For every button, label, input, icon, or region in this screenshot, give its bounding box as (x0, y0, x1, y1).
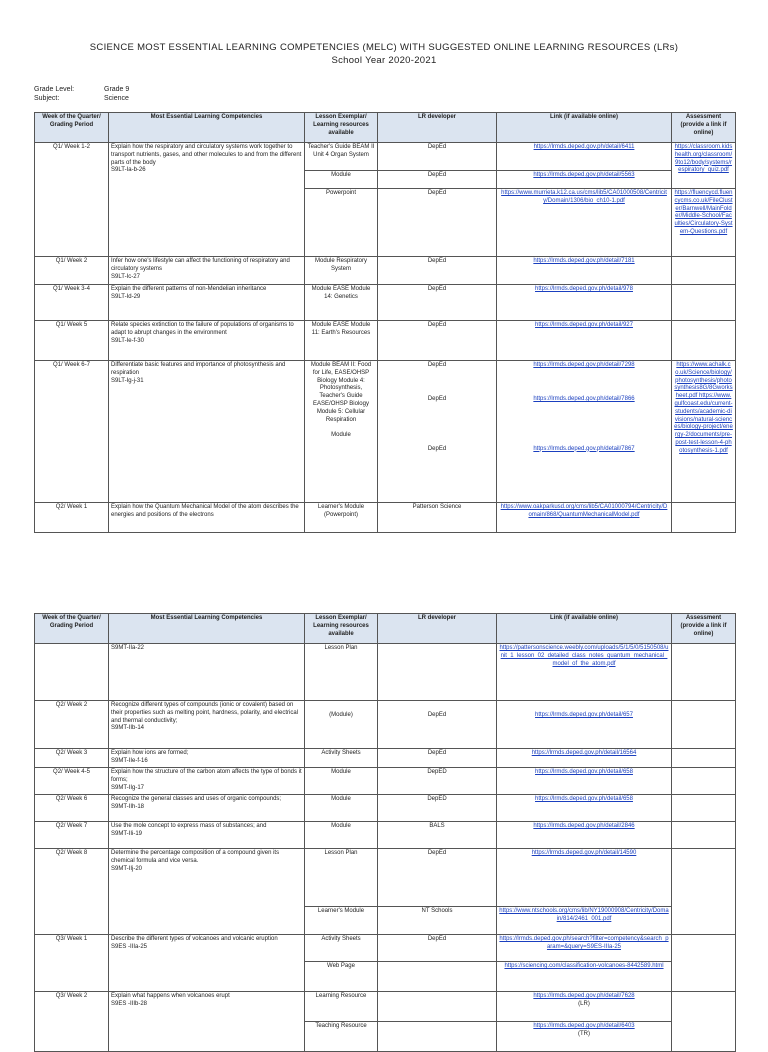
melc-text: Recognize different types of compounds (ionic or covalent) based on their properties such as melting point, hardness, polarity, and electrical and thermal conductivity; (111, 702, 298, 724)
table-row (35, 768, 736, 795)
grade-level-row (34, 86, 129, 93)
week-cell: Q1/ Week 2 (35, 257, 109, 285)
melc-cell (109, 361, 305, 503)
table-row (35, 285, 736, 321)
week-cell: Q2/ Week 3 (35, 749, 109, 768)
melc-cell (109, 321, 305, 361)
link-cell (497, 321, 672, 361)
resource-link[interactable]: https://lrmds.deped.gov.ph/detail/16564 (531, 750, 637, 756)
assessment-cell (672, 992, 736, 1052)
melc-code: S9LT-Ig-j-31 (111, 377, 144, 384)
table-row (35, 749, 736, 768)
melc-text: Explain the different patterns of non-Mendelian inheritance (111, 286, 267, 292)
header-exemplar: Lesson Exemplar/ Learning resources available (305, 614, 378, 644)
header-link: Link (if available online) (497, 614, 672, 644)
melc-cell (109, 143, 305, 257)
exemplar-cell: Lesson Plan (305, 849, 378, 907)
resource-link[interactable]: https://lrmds.deped.gov.ph/search?filter=competency&search_param=&query=S9ES-IIIa-25 (499, 936, 669, 950)
melc-cell (109, 822, 305, 849)
melc-cell (109, 795, 305, 822)
link-cell (497, 171, 672, 189)
developer-cell: DepED (378, 768, 497, 795)
grade-label: Grade Level: (34, 86, 75, 93)
developer-cell: DepEd (378, 749, 497, 768)
resource-link[interactable]: https://lrmds.deped.gov.ph/detail/927 (535, 322, 633, 328)
assessment-cell (672, 822, 736, 849)
developer-cell: DepED (378, 795, 497, 822)
exemplar-text: (Module) (329, 712, 353, 718)
assessment-cell (672, 503, 736, 533)
melc-code: S9MT-IIg-17 (111, 784, 145, 791)
header-link: Link (if available online) (497, 113, 672, 143)
melc-cell (109, 701, 305, 749)
resource-link[interactable]: https://lrmds.deped.gov.ph/detail/7867 (533, 445, 635, 452)
melc-text: Explain how the respiratory and circulatory systems work together to transport nutrients, gases, and other molecules to and from the different parts of the body (111, 144, 302, 166)
assessment-cell (672, 644, 736, 701)
resource-link[interactable]: https://www.murrieta.k12.ca.us/cms/lib5/CA01000508/Centricity/Domain/1306/bio_ch10-1.pdf (501, 190, 667, 204)
resource-link[interactable]: https://pattersonscience.weebly.com/uploads/5/1/5/0/5150508/unit_1_lesson_02_detailed_class_notes_quantum_mechanical_model_of_the_atom.pdf (499, 645, 669, 667)
table-row (35, 849, 736, 907)
developer-cell (378, 644, 497, 701)
developer-cell: DepEd (378, 171, 497, 189)
melc-table-1 (34, 112, 736, 533)
document-title: SCIENCE MOST ESSENTIAL LEARNING COMPETENCIES (MELC) WITH SUGGESTED ONLINE LEARNING RESOURCES (LRs) (89, 42, 679, 53)
header-exemplar: Lesson Exemplar/ Learning resources available (305, 113, 378, 143)
exemplar-cell: Web Page (305, 962, 378, 992)
melc-text: Explain how the Quantum Mechanical Model of the atom describes the energies and positions of the electrons (111, 504, 299, 518)
melc-text: Infer how one's lifestyle can affect the functioning of respiratory and circulatory systems (111, 258, 290, 272)
resource-link[interactable]: https://lrmds.deped.gov.ph/detail/2846 (533, 823, 635, 829)
melc-table-2 (34, 613, 736, 1052)
resource-link[interactable]: https://lrmds.deped.gov.ph/detail/658 (535, 769, 633, 775)
exemplar-cell: Learner's Module (305, 907, 378, 935)
link-cell (497, 1022, 672, 1052)
resource-link[interactable]: https://lrmds.deped.gov.ph/detail/14590 (531, 850, 637, 856)
developer-cell: DepEd (378, 935, 497, 962)
week-cell: Q2/ Week 2 (35, 701, 109, 749)
header-developer: LR developer (378, 614, 497, 644)
assessment-cell (672, 849, 736, 935)
exemplar-cell: Teacher's Guide BEAM II Unit 4 Organ System (305, 143, 378, 171)
resource-tag: (LR) (578, 1000, 590, 1007)
developer-text: DepEd (427, 712, 447, 718)
developer-cell: DepEd (378, 257, 497, 285)
header-assessment: Assessment (provide a link if online) (672, 614, 736, 644)
assessment-cell (672, 189, 736, 257)
melc-code: S9MT-IIe-f-16 (111, 757, 148, 764)
resource-link[interactable]: https://lrmds.deped.gov.ph/detail/978 (535, 286, 633, 292)
week-cell: Q2/ Week 8 (35, 849, 109, 935)
melc-cell (109, 257, 305, 285)
header-assessment: Assessment (provide a link if online) (672, 113, 736, 143)
link-cell (497, 644, 672, 701)
melc-text: Differentiate basic features and importance of photosynthesis and respiration (111, 362, 286, 376)
header-developer: LR developer (378, 113, 497, 143)
assessment-cell (672, 361, 736, 503)
assessment-cell (672, 285, 736, 321)
link-cell (497, 795, 672, 822)
table-header-row (35, 614, 736, 644)
melc-code: S9MT-IIi-19 (111, 830, 143, 837)
exemplar-cell: Module (305, 171, 378, 189)
exemplar-cell: Activity Sheets (305, 749, 378, 768)
grade-value: Grade 9 (104, 86, 130, 93)
table-row (35, 361, 736, 503)
melc-text: Describe the different types of volcanoes and volcanic eruption (111, 936, 278, 942)
developer-cell: Patterson Science (378, 503, 497, 533)
melc-text: Explain how ions are formed; (111, 750, 189, 756)
table-row (35, 503, 736, 533)
week-cell: Q1/ Week 5 (35, 321, 109, 361)
developer-cell (378, 361, 497, 503)
exemplar-cell: Module (305, 795, 378, 822)
week-cell: Q1/ Week 3-4 (35, 285, 109, 321)
week-cell: Q2/ Week 7 (35, 822, 109, 849)
melc-code: S9MT-IIj-20 (111, 865, 143, 872)
melc-text: Use the mole concept to express mass of substances; and (111, 823, 267, 829)
developer-text: DepEd (427, 445, 447, 452)
assessment-cell (672, 143, 736, 189)
link-cell (497, 285, 672, 321)
developer-cell: NT Schools (378, 907, 497, 935)
developer-text: DepEd (427, 362, 447, 368)
resource-link[interactable]: https://lrmds.deped.gov.ph/detail/7866 (533, 395, 635, 402)
week-cell: Q2/ Week 1 (35, 503, 109, 533)
melc-text: Recognize the general classes and uses of organic compounds; (111, 796, 282, 802)
link-cell (497, 935, 672, 962)
exemplar-cell: Teaching Resource (305, 1022, 378, 1052)
week-cell: Q2/ Week 4-5 (35, 768, 109, 795)
developer-cell (378, 992, 497, 1022)
subject-row (34, 95, 129, 102)
resource-link[interactable]: https://lrmds.deped.gov.ph/detail/658 (535, 796, 633, 802)
exemplar-cell (305, 701, 378, 749)
resource-tag: (TR) (578, 1030, 590, 1037)
exemplar-cell: Module EASE Module 14: Genetics (305, 285, 378, 321)
week-cell: Q1/ Week 1-2 (35, 143, 109, 257)
exemplar-cell: Powerpoint (305, 189, 378, 257)
melc-code: S9LT-Id-29 (111, 293, 141, 300)
exemplar-text: Module BEAM II: Food for Life, EASE/OHSP Biology Module 4: Photosynthesis, Teacher's Guide EASE/OHSP Biology Module 5: Cellular Respiration (310, 362, 372, 423)
table-row (35, 701, 736, 749)
developer-cell: DepEd (378, 189, 497, 257)
table-row (35, 935, 736, 962)
melc-code: S9LT-Ie-f-30 (111, 337, 144, 344)
week-cell: Q3/ Week 1 (35, 935, 109, 992)
melc-code: S9LT-Ia-b-26 (111, 167, 146, 174)
table-row (35, 992, 736, 1022)
assessment-link[interactable]: https://fluencycd.fluencycms.co.uk/FileCluster/Barnwell/MainFolder/Middle-School/Faculties/Circulatory-System-Questions.pdf (674, 190, 733, 235)
resource-link[interactable]: https://sciencing.com/classification-volcanoes-8442589.html (504, 963, 664, 969)
table-row (35, 644, 736, 701)
assessment-cell (672, 321, 736, 361)
assessment-link[interactable]: https://classroom.kidshealth.org/classroom/9to12/body/systems/respiratory_quiz.pdf (674, 144, 733, 174)
link-cell (497, 361, 672, 503)
assessment-cell (672, 701, 736, 749)
developer-cell (378, 701, 497, 749)
assessment-cell (672, 768, 736, 795)
melc-code: S9MT-IIh-18 (111, 803, 145, 810)
exemplar-cell: Module (305, 822, 378, 849)
table-row (35, 795, 736, 822)
melc-text: Determine the percentage composition of a compound given its chemical formula and vice versa. (111, 850, 280, 864)
melc-cell (109, 768, 305, 795)
melc-text: Explain how the structure of the carbon atom affects the type of bonds it forms; (111, 769, 302, 783)
melc-cell (109, 849, 305, 935)
developer-cell: BALS (378, 822, 497, 849)
melc-cell (109, 644, 305, 701)
resource-link[interactable]: https://lrmds.deped.gov.ph/detail/5563 (533, 172, 635, 178)
link-cell (497, 992, 672, 1022)
melc-code: S9LT-Ic-27 (111, 273, 140, 280)
developer-cell (378, 962, 497, 992)
assessment-cell (672, 257, 736, 285)
school-year: School Year 2020-2021 (331, 55, 437, 66)
assessment-link[interactable]: https://www.achalk.co.uk/Science/biology/photosynthesis/photosynthesis8G/8Gworksheet.pdf https://www.gulfcoast.edu/current-students/academic-divisions/natural-sciences/biology-project/energy-2/documents/pre-post-test-lesson-4-photosynthesis-1.pdf (674, 362, 733, 454)
developer-text: DepEd (427, 395, 447, 402)
exemplar-cell: Module EASE Module 11: Earth's Resources (305, 321, 378, 361)
exemplar-cell (305, 361, 378, 503)
link-cell (497, 701, 672, 749)
subject-value: Science (104, 95, 129, 102)
link-cell (497, 907, 672, 935)
developer-cell: DepEd (378, 321, 497, 361)
melc-code: S9ES -IIIa-25 (111, 943, 148, 950)
exemplar-cell: Lesson Plan (305, 644, 378, 701)
link-cell (497, 503, 672, 533)
melc-cell (109, 285, 305, 321)
melc-cell (109, 992, 305, 1052)
table-header-row (35, 113, 736, 143)
table-row (35, 257, 736, 285)
exemplar-cell: Module (305, 768, 378, 795)
header-week: Week of the Quarter/ Grading Period (35, 113, 109, 143)
melc-cell (109, 503, 305, 533)
resource-link[interactable]: https://lrmds.deped.gov.ph/detail/657 (535, 712, 633, 718)
header-melc: Most Essential Learning Competencies (109, 614, 305, 644)
week-cell: Q2/ Week 6 (35, 795, 109, 822)
week-cell: Q1/ Week 6-7 (35, 361, 109, 503)
developer-cell: DepEd (378, 285, 497, 321)
link-cell (497, 143, 672, 171)
developer-cell: DepEd (378, 849, 497, 907)
melc-cell (109, 935, 305, 992)
exemplar-cell: Module Respiratory System (305, 257, 378, 285)
resource-link[interactable]: https://lrmds.deped.gov.ph/detail/7628 (533, 993, 635, 999)
link-cell (497, 189, 672, 257)
link-cell (497, 768, 672, 795)
assessment-cell (672, 935, 736, 992)
assessment-cell (672, 749, 736, 768)
link-cell (497, 257, 672, 285)
melc-code: S9MT-IIb-14 (111, 725, 145, 732)
exemplar-cell: Learning Resource (305, 992, 378, 1022)
table-row (35, 321, 736, 361)
resource-link[interactable]: https://lrmds.deped.gov.ph/detail/7298 (533, 362, 635, 368)
resource-link[interactable]: https://www.ntschools.org/cms/lib/NY19000908/Centricity/Domain/814/2461_001.pdf (499, 908, 669, 922)
exemplar-cell: Learner's Module (Powerpoint) (305, 503, 378, 533)
exemplar-text: Module (331, 432, 351, 439)
table-row (35, 143, 736, 171)
resource-link[interactable]: https://lrmds.deped.gov.ph/detail/6403 (533, 1023, 635, 1029)
table-row (35, 822, 736, 849)
resource-link[interactable]: https://lrmds.deped.gov.ph/detail/6411 (533, 144, 635, 150)
link-cell (497, 849, 672, 907)
header-week: Week of the Quarter/ Grading Period (35, 614, 109, 644)
link-cell (497, 822, 672, 849)
melc-text: Relate species extinction to the failure of populations of organisms to adapt to abrupt changes in the environment (111, 322, 294, 336)
link-cell (497, 962, 672, 992)
link-cell (497, 749, 672, 768)
melc-text: Explain what happens when volcanoes erupt (111, 993, 230, 999)
melc-cell (109, 749, 305, 768)
melc-code: S9ES -IIIb-28 (111, 1000, 148, 1007)
assessment-cell (672, 795, 736, 822)
developer-cell (378, 1022, 497, 1052)
developer-cell: DepEd (378, 143, 497, 171)
resource-link[interactable]: https://lrmds.deped.gov.ph/detail/7181 (533, 258, 635, 264)
exemplar-cell: Activity Sheets (305, 935, 378, 962)
header-melc: Most Essential Learning Competencies (109, 113, 305, 143)
week-cell (35, 644, 109, 701)
week-cell: Q3/ Week 2 (35, 992, 109, 1052)
subject-label: Subject: (34, 95, 60, 102)
resource-link[interactable]: https://www.oakparkusd.org/cms/lib5/CA01000794/Centricity/Domain/868/QuantumMechanicalModel.pdf (500, 504, 668, 518)
melc-code: S9MT-IIa-22 (111, 645, 145, 651)
